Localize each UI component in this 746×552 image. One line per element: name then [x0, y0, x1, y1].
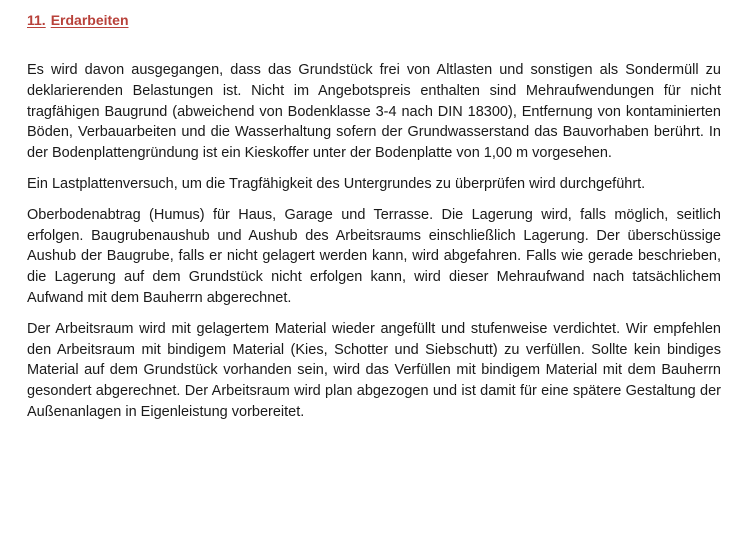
paragraph-lastplattenversuch: Ein Lastplattenversuch, um die Tragfähigkeit des Untergrundes zu überprüfen wird durchgeführt. — [27, 175, 646, 192]
section-heading — [27, 9, 721, 31]
section-number: 11. — [27, 12, 46, 28]
paragraph-altlasten: Es wird davon ausgegangen, dass das Grundstück frei von Altlasten und sonstigen als Sondermüll zu deklarierenden Belastungen ist. Nicht im Angebotspreis enthalten sind Mehraufwendungen für nicht tragfähigen Baugrund (abweichend von Bodenklasse 3-4 nach DIN 18300), Entfernung von kontaminierten Böden, Verbauarbeiten und die Wasserhaltung sofern der Grundwasserstand das Bauvorhaben berührt. In der Bodenplattengründung ist ein Kieskoffer unter der Bodenplatte von 1,00 m vorgesehen. — [27, 62, 721, 162]
paragraph-arbeitsraum: Der Arbeitsraum wird mit gelagertem Material wieder angefüllt und stufenweise verdichtet. Wir empfehlen den Arbeitsraum mit bindigem Material (Kies, Schotter und Siebschutt) zu verfüllen. Sollte kein bindiges Material auf dem Grundstück vorhanden sein, wird das Verfüllen mit bindigem Material mit dem Bauherrn gesondert abgerechnet. Der Arbeitsraum wird plan abgezogen und ist damit für eine spätere Gestaltung der Außenanlagen in Eigenleistung vorbereitet. — [27, 320, 721, 420]
section-title: Erdarbeiten — [50, 12, 129, 28]
document-page — [27, 9, 721, 433]
paragraph-oberbodenabtrag: Oberbodenabtrag (Humus) für Haus, Garage und Terrasse. Die Lagerung wird, falls möglich, seitlich erfolgen. Baugrubenaushub und Aushub des Arbeitsraums einschließlich Lagerung. Der überschüssige Aushub der Baugrube, falls er nicht gelagert werden kann, wird abgefahren. Falls wie gerade beschrieben, die Lagerung auf dem Grundstück nicht erfolgen kann, wird dieser Mehraufwand nach tatsächlichem Aufwand mit dem Bauherrn abgerechnet. — [27, 206, 721, 306]
